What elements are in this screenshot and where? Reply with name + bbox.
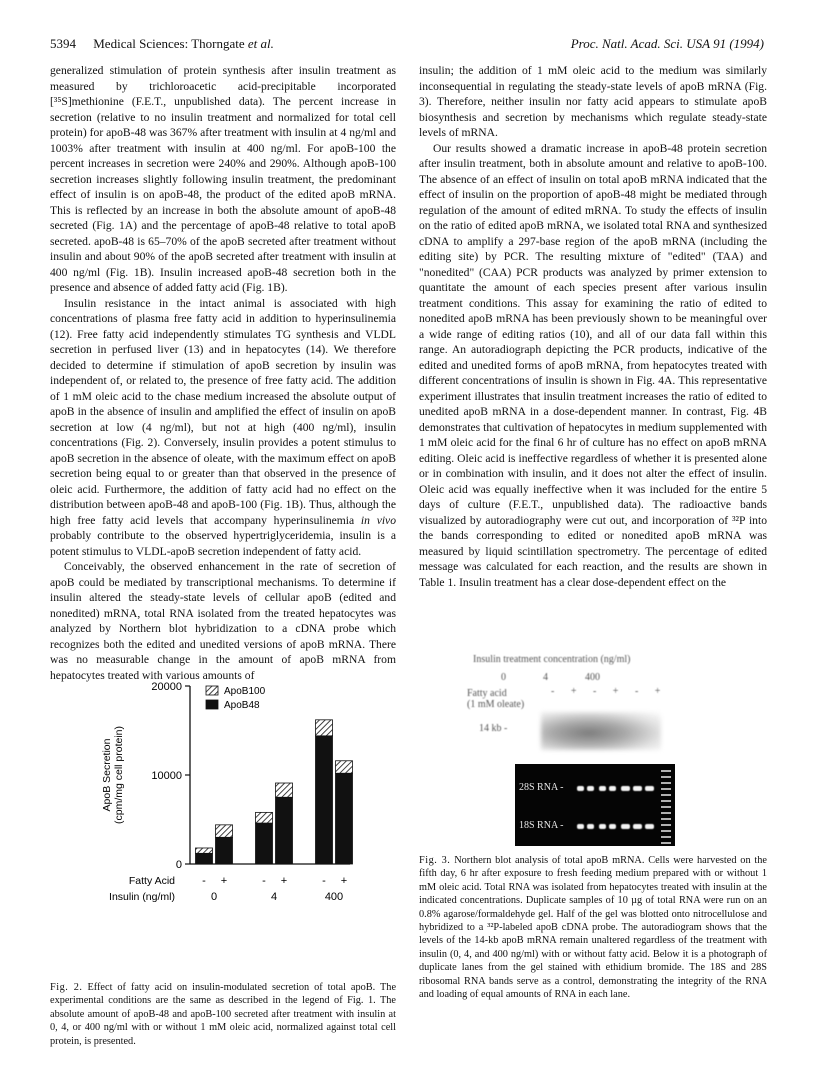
bar-apob48: [276, 797, 293, 864]
legend-swatch: [206, 686, 218, 695]
bar-apob100: [216, 825, 233, 837]
rna-band: [577, 786, 584, 791]
rna-band: [609, 786, 616, 791]
rna-band: [645, 824, 654, 829]
rna-18s-label: 18S RNA -: [519, 820, 564, 831]
fatty-acid-sign: -: [262, 875, 266, 887]
right-column: [419, 63, 767, 590]
insulin-row-label: Insulin (ng/ml): [109, 891, 175, 903]
bar-apob100: [316, 720, 333, 736]
fatty-acid-label: Fatty acid: [467, 688, 507, 699]
journal-citation: Proc. Natl. Acad. Sci. USA 91 (1994): [570, 36, 764, 51]
y-tick-label: 10000: [151, 770, 182, 782]
concentration-label: 4: [543, 672, 548, 683]
left-column: [50, 63, 396, 683]
size-ladder: [661, 766, 671, 844]
bar-apob48: [196, 853, 213, 864]
ethidium-gel: [515, 764, 675, 846]
y-tick-label: 20000: [151, 681, 182, 693]
caption-label: Fig. 3.: [419, 855, 451, 866]
figure-2-chart: [80, 676, 400, 966]
rna-band: [599, 786, 606, 791]
caption-text: Northern blot analysis of total apoB mRNA. Cells were harvested on the fifth day, 6 hr after exposure to fresh feeding medium prepared with or without 1 mM oleic acid. Total RNA was isolated from hepatocytes treated with insulin at the indicated concentrations. Duplicate samples of 10 µg of total RNA were run on an 0.8% agarose/formaldehyde gel. Half of the gel was blotted onto nitrocellulose and hybridized to a ³²P-labeled apoB cDNA probe. The autoradiogram shows that the levels of the 14-kb apoB mRNA remain unaltered regardless of the treatment with insulin (0, 4, and 400 ng/ml) with or without fatty acid. Below it is a photograph of duplicate lanes from the gel stained with ethidium bromide. The 18S and 28S ribosomal RNA bands serve as a control, demonstrating the integrity of the RNA and loading of equal amounts of RNA in each lane.: [419, 855, 768, 1001]
legend-entry: ApoB100: [224, 686, 266, 697]
paragraph: Our results showed a dramatic increase in apoB-48 protein secretion after insulin treatment, both in absolute amount and relative to apoB-100. The absence of an effect of insulin on total apoB mRNA indicated that the effect of insulin on the proportion of apoB-48 might be mediated through regulation of the amount of edited mRNA. To study the effects of insulin on the ratio of edited apoB mRNA, we isolated total RNA and synthesized cDNA to amplify a 297-base region of the apoB mRNA (including the editing site) by PCR. The resulting mixture of "edited" (TAA) and "nonedited" (CAA) PCR products was analyzed by primer extension to quantitate the amount of each species present after various insulin treatment conditions. This assay for examining the ratio of edited to nonedited apoB mRNA has been previously shown to be meaningful over a wide range of editing ratios (10), and all of our data fall within this range. An autoradiograph depicting the PCR products, indicative of the edited and unedited forms of apoB mRNA, from hepatocytes treated with different concentrations of insulin is shown in Fig. 4A. This representative experiment illustrates that insulin treatment increases the ratio of edited to unedited apoB mRNA in a dose-dependent manner. In contrast, Fig. 4B demonstrates that cultivation of hepatocytes in medium supplemented with 1 mM oleic acid for the final 6 hr of culture has no effect on apoB mRNA editing. Oleic acid is ineffective regardless of whether it is presented alone or in combination with insulin, and it does not alter the effect of insulin. Oleic acid was equally ineffective when it was included for the entire 5 days of culture (F.E.T., unpublished data). The radioactive bands visualized by autoradiography were cut out, and incorporation of ³²P into the bands corresponding to edited or nonedited apoB mRNA was measured by liquid scintillation spectrometry. The percentage of edited message was calculated for each reaction, and the results are shown in Table 1. Insulin treatment has a clear dose-dependent effect on the: [419, 141, 767, 589]
bar-apob48: [256, 823, 273, 864]
paragraph: insulin; the addition of 1 mM oleic acid to the medium was similarly inconsequential in regulating the steady-state levels of apoB mRNA (Fig. 3). Therefore, neither insulin nor fatty acid appears to stimulate apoB biosynthesis and secretion by mechanisms which regulate steady-state levels of mRNA.: [419, 64, 767, 139]
italic-text: in vivo: [360, 513, 397, 527]
figure-3-blot: [455, 650, 745, 845]
header-left: [50, 36, 274, 52]
insulin-group-label: 4: [270, 891, 278, 903]
rna-band: [645, 786, 654, 791]
paragraph: [50, 296, 396, 560]
rna-band: [609, 824, 616, 829]
rna-band: [587, 786, 594, 791]
fatty-acid-sign: +: [220, 875, 228, 887]
oleate-label: (1 mM oleate): [467, 699, 525, 710]
caption-label: Fig. 2.: [50, 982, 83, 993]
legend-entry: ApoB48: [224, 700, 260, 711]
rna-band: [633, 824, 642, 829]
fatty-acid-sign: -: [202, 875, 206, 887]
band-size-label: 14 kb -: [479, 723, 508, 734]
fatty-acid-signs: - + - + - +: [551, 686, 668, 697]
caption-text: Effect of fatty acid on insulin-modulated secretion of total apoB. The experimental conditions are the same as described in the legend of Fig. 1. The absolute amount of apoB-48 and apoB-100 secreted after treatment with insulin at 0, 4, or 400 ng/ml with or without 1 mM oleic acid, normalized against total cell protein, is presented.: [50, 982, 397, 1047]
bar-apob100: [196, 848, 213, 853]
rna-28s-label: 28S RNA -: [519, 782, 564, 793]
bar-apob100: [276, 783, 293, 797]
bar-apob100: [256, 812, 273, 823]
paragraph: Conceivably, the observed enhancement in the rate of secretion of apoB could be mediated by transcriptional mechanisms. To determine if insulin altered the steady-state levels of cellular apoB (edited and nonedited) mRNA, total RNA isolated from the treated hepatocytes was analyzed by Northern blot hybridization to a cDNA probe which recognizes both the edited and unedited versions of apoB mRNA. There was no measurable change in the amount of apoB mRNA from hepatocytes treated with various amounts of: [50, 560, 396, 682]
running-title-etal: et al.: [247, 36, 274, 51]
bar-apob48: [336, 773, 353, 864]
paragraph-text: probably contribute to the observed hypertriglyceridemia, insulin is a potent stimulus to VLDL-apoB secretion independent of fatty acid.: [50, 529, 396, 558]
rna-band: [621, 786, 630, 791]
page-header: [50, 36, 764, 56]
autoradiogram-band: [541, 712, 661, 750]
rna-band: [577, 824, 584, 829]
rna-band: [587, 824, 594, 829]
rna-band: [599, 824, 606, 829]
concentration-label: 400: [585, 672, 600, 683]
bar-apob48: [316, 736, 333, 864]
figure-3-caption: [419, 854, 767, 1001]
treatment-label: Insulin treatment concentration (ng/ml): [473, 654, 631, 665]
paragraph: generalized stimulation of protein synthesis after insulin treatment as measured by trichloroacetic acid-precipitable incorporated [³⁵S]methionine (F.E.T., unpublished data). The percent increase in secretion (relative to no insulin treatment and normalized for total cell protein) for apoB-48 was 367% after treatment with insulin at 4 ng/ml and 1003% after treatment with insulin at 400 ng/ml. For apoB-100 the percent increases in secretion were 240% and 290%. Although apoB-100 secretion increases slightly following insulin treatment, the predominant effect of insulin is on apoB-48, the product of the edited apoB mRNA. This is reflected by an increase in both the absolute amount of apoB-48 secreted (Fig. 1A) and the percentage of apoB-48 relative to total apoB secreted. apoB-48 is 65–70% of the apoB secreted after treatment without insulin and about 90% of the apoB secreted after treatment with insulin at 400 ng/ml (Fig. 1B). Insulin increased apoB-48 secretion both in the presence and absence of added fatty acid (Fig. 1B).: [50, 64, 396, 294]
page-number: 5394: [50, 36, 76, 51]
insulin-group-label: 400: [324, 891, 344, 903]
legend-swatch: [206, 700, 218, 709]
fatty-acid-sign: -: [322, 875, 326, 887]
fatty-acid-row-label: Fatty Acid: [128, 875, 175, 887]
fatty-acid-sign: +: [280, 875, 288, 887]
running-title: Medical Sciences: Thorngate: [93, 36, 245, 51]
paragraph-text: Insulin resistance in the intact animal is associated with high concentrations of plasma free fatty acid in addition to hyperinsulinemia (12). Free fatty acid independently stimulates TG synthesis and VLDL secretion in perfused liver (13) and in hepatocytes (14). We therefore decided to determine if stimulation of apoB secretion by insulin was independent of, or related to, the presence of free fatty acid. The addition of 1 mM oleic acid to the chase medium increased the absolute output of apoB in the absence of insulin and amplified the effect of insulin on apoB secretion at low (4 ng/ml), but not at high (400 ng/ml), insulin concentrations (Fig. 2). Conversely, insulin provides a potent stimulus to apoB secretion in the absence of oleate, with the maximum effect on apoB secretion being equal to or greater than that observed in the presence of oleic acid. Furthermore, the addition of fatty acid had no effect on the distribution between apoB-48 and apoB-100 (Fig. 1B). Thus, although the high free fatty acid levels that accompany hyperinsulinemia: [50, 296, 396, 527]
concentration-label: 0: [501, 672, 506, 683]
chart-svg: [80, 676, 400, 966]
y-tick-label: 0: [175, 859, 182, 871]
rna-band: [621, 824, 630, 829]
bar-apob48: [216, 837, 233, 864]
rna-band: [633, 786, 642, 791]
figure-2-caption: [50, 981, 396, 1048]
fatty-acid-sign: +: [340, 875, 348, 887]
y-axis-label: ApoB Secretion(cpm/mg cell protein): [101, 725, 125, 825]
bar-apob100: [336, 761, 353, 773]
insulin-group-label: 0: [210, 891, 218, 903]
